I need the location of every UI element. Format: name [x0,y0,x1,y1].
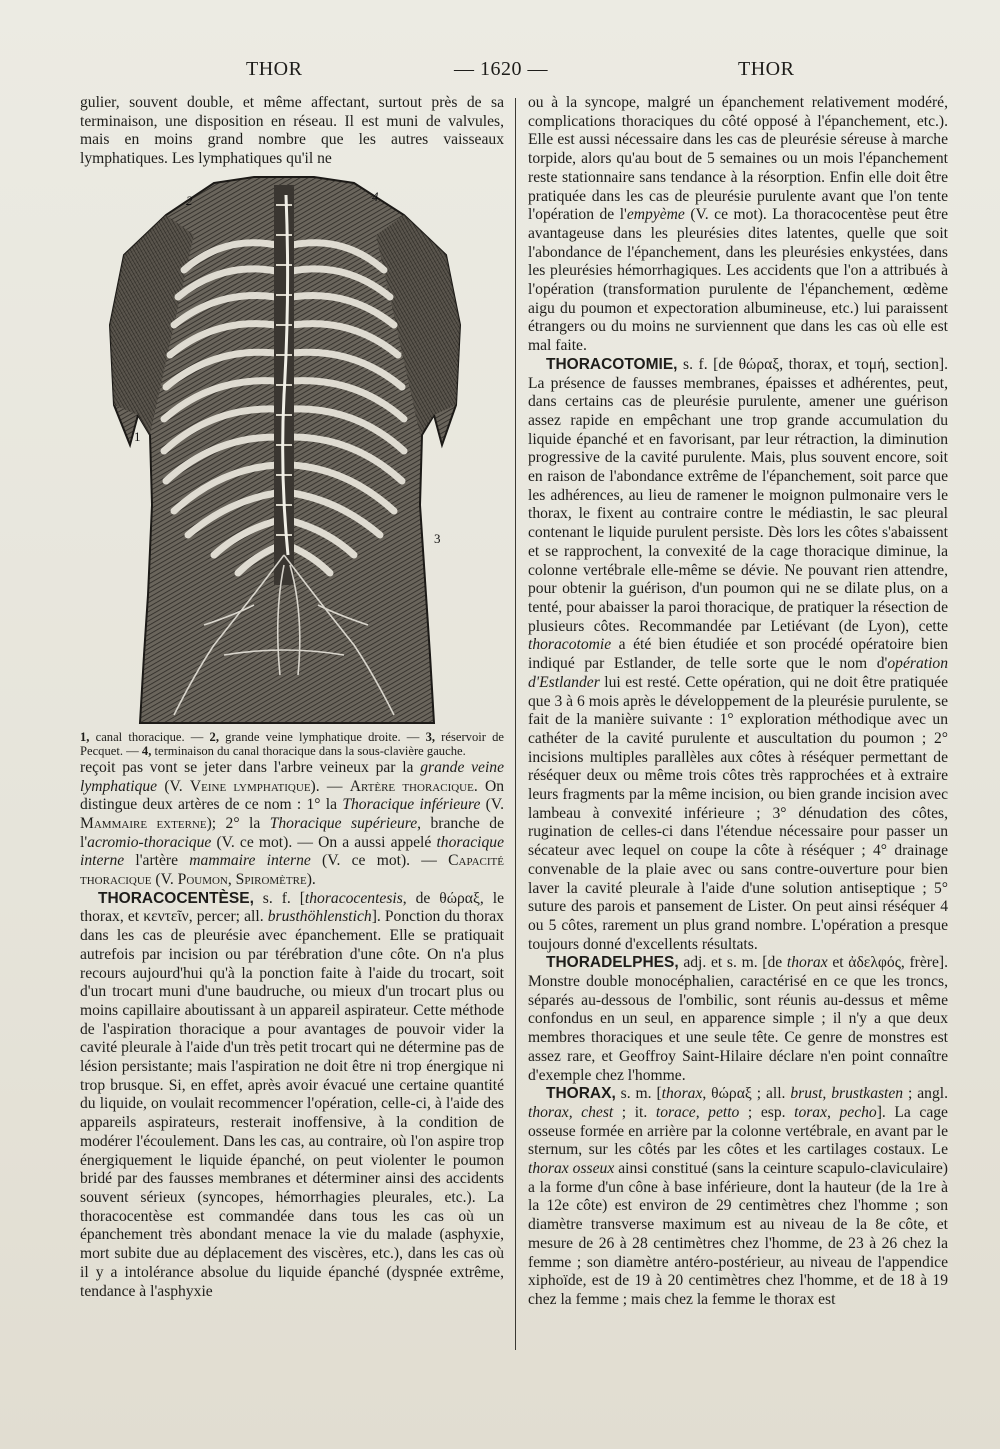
running-head-right: THOR [738,58,795,80]
entry-thorax: THORAX, s. m. [thorax, θώραξ ; all. brust, brustkasten ; angl. thorax, chest ; it. torace, petto ; esp. torax, pecho]. La cage osseuse formée en arrière par la colonne vertébrale, en avant par le sternum, sur les côtés par les côtes et les cartilages costaux. Le thorax osseux ainsi constitué (sans la ceinture scapulo-claviculaire) a la forme d'un cône à base inférieure, dont la hauteur (de la 1re à la 12e côte) est environ de 29 centimètres chez l'homme ; son diamètre transverse maximum est au niveau de la 8e côte, et mesure de 26 à 28 centimètres chez l'homme, de 23 à 26 chez la femme ; son diamètre antéro-postérieur, au niveau de l'appendice xiphoïde, est de 19 à 20 centimètres chez l'homme, et de 18 à 19 chez la femme ; mais chez la femme le thorax est [528,1085,948,1308]
headword: THORAX, [546,1085,616,1103]
paragraph-continuation-right: ou à la syncope, malgré un épanchement relativement modéré, complications thoraciques du côté opposé à l'épanchement, etc.). Elle est aussi nécessaire dans les cas de pleurésie séreuse à marche torpide, alors qu'au bout de 5 semaines ou un mois l'épanchement reste stationnaire sans tendance à la résorption. Enfin elle doit être pratiquée dans les cas de pleurésie purulente avant que l'on tente l'opération de l'empyème (V. ce mot). La thoracocentèse peut être avantageuse dans les pleurésies dites latentes, quelle que soit l'abondance de l'épanchement, dans les pleurésies enkystées, dans les pleurésies hémorrhagiques. Les accidents que l'on a attribués à l'opération (transformation purulente de l'épanchement, œdème aigu du poumon et expectoration albumineuse, etc.) lui paraissent étrangers ou du moins ne surviennent que dans les cas où elle est mal faite. [528,94,948,355]
figure-mark-3: 3 [434,530,441,546]
paragraph-lymphatic: reçoit pas vont se jeter dans l'arbre veineux par la grande veine lymphatique (V. Veine lymphatique). — Artère thoracique. On distingue deux artères de ce nom : 1° la Thoracique inférieure (V. Mammaire externe); 2° la Thoracique supérieure, branche de l'acromio-thoracique (V. ce mot). — On a aussi appelé thoracique interne l'artère mammaire interne (V. ce mot). — Capacité thoracique (V. Poumon, Spiromètre). [80,758,505,889]
page-number: — 1620 — [454,58,548,80]
left-column [80,94,504,1301]
entry-thoradelphes: THORADELPHES, adj. et s. m. [de thorax et ἀδελφός, frère]. Monstre double monocéphalien, caractérisé en ce que les troncs, séparés au-dessous de l'ombilic, sont réunis au-dessus et même confondus en un seul, en apparence simple ; il n'y a que deux membres thoraciques et une seule tête. Ce genre de monstres est assez rare, et Geoffroy Saint-Hilaire déclare n'en point connaître d'exemple chez l'homme. [528,954,948,1084]
column-rule [515,98,516,1350]
entry-thoracocentese: THORACOCENTÈSE, s. f. [thoracocentesis, de θώραξ, le thorax, et κεντεῖν, percer; all. brusthöhlenstich]. Ponction du thorax dans les cas de pleurésie avec épanchement. Elle se pratiquait autrefois par incision ou par térébration d'une côte. On n'a plus recours aujourd'hui qu'à la ponction faite à l'aide du trocart, soit d'un trocart muni d'une baudruche, ou mieux d'un trocart plus ou moins capillaire aboutissant à un appareil aspirateur. Cette méthode de l'aspiration thoracique a pour avantages de pouvoir vider la cavité pleurale à l'aide d'un très petit trocart qui ne détermine pas de lésion persistante; mais l'aspiration ne doit être ni trop énergique ni trop brusque. Si, en effet, après avoir évacué une certaine quantité du liquide, on voulait recommencer l'opération, celle-ci, à l'aide des appareils aspirateurs, resterait inoffensive, à la condition de modérer l'écoulement. Dans les cas, au contraire, où l'on aspire trop énergiquement le liquide épanché, on peut violenter le poumon bridé par des fausses membranes et déterminer ainsi des accidents souvent sérieux (syncopes, hémorrhagies pleurales, etc.). La thoracocentèse est commandée dans tous les cas où un épanchement très abondant menace la vie du malade (asphyxie, mort subite due au déplacement des viscères, etc.), dans les cas où il y a intolérance absolue du liquide épanché (dyspnée extrême, tendance à l'asphyxie [80,889,504,1300]
figure-caption: 1, canal thoracique. — 2, grande veine lymphatique droite. — 3, réservoir de Pecquet. — 4, terminaison du canal thoracique dans la sous-clavière gauche. [80,729,504,759]
entry-thoracotomie: THORACOTOMIE, s. f. [de θώραξ, thorax, et τομή, section]. La présence de fausses membranes, épaisses et adhérentes, peut, dans certains cas de pleurésie purulente, amener une guérison assez rapide en empêchant une trop grande accumulation du liquide épanché et en favorisant, par leur rétraction, la diminution progressive de la cavité purulente. Mais, plus souvent encore, soit en raison de l'abondance extrême de l'épanchement, soit parce que les adhérences, au lieu de ramener le moignon pulmonaire vers le thorax, le fixent au contraire contre le médiastin, le sac pleural contenant le liquide purulent persiste. Dès lors les côtes s'abaissent et se rapprochent, la convexité de la cage thoracique diminue, la colonne vertébrale elle-même se dévie. Ne pouvant rien attendre, pour obtenir la guérison, d'un poumon qui ne se dilate plus, on a tenté, pour abaisser la paroi thoracique, de pratiquer la résection de plusieurs côtes. Recommandée par Letiévant (de Lyon), cette thoracotomie a été bien étudiée et son procédé opératoire bien indiqué par Estlander, de telle sorte que le nom d'opération d'Estlander lui est resté. Cette opération, qui ne doit être pratiquée que 3 à 6 mois après le développement de la pleurésie purulente, se fait de la manière suivante : 1° exploration méthodique avec un cathéter de la cavité purulente et auscultation du poumon ; 2° incisions multiples parallèles aux côtes à réséquer permettant de réséquer deux ou même trois côtes très rapprochées et à extraire leurs fragments par la même incision, ou bien grande incision avec lambeau à convexité inférieure ; 3° dénudation des côtes, rugination de celles-ci dans l'étendue nécessaire pour passer un sécateur avec lequel on coupe la côte à réséquer ; 4° drainage convenable de la plaie avec ou sans contre-ouverture pour bien laver la cavité pleurale à l'aide d'une solution antiseptique ; 5° suture des parois et pansement de Lister. On peut ainsi réséquer 4 ou 5 côtes, rarement un plus grand nombre. L'opération a presque toujours donné d'excellents résultats. [528,355,948,953]
right-column [528,94,948,1310]
paragraph-continuation: gulier, souvent double, et même affectant, surtout près de sa terminaison, une disposition en réseau. Il est muni de valvules, mais en moins grand nombre que les autres vaisseaux lymphatiques. Les lymphatiques qu'il ne [80,94,504,168]
headword: THORACOCENTÈSE, [98,889,254,907]
running-head-left: THOR [246,58,303,80]
anatomical-figure-thorax-back [104,175,464,730]
engraving-illustration [104,175,464,730]
headword: THORADELPHES, [546,954,679,972]
headword: THORACOTOMIE, [546,355,678,373]
figure-mark-2: 2 [186,192,193,208]
figure-mark-4: 4 [372,188,379,204]
figure-mark-1: 1 [134,428,141,444]
